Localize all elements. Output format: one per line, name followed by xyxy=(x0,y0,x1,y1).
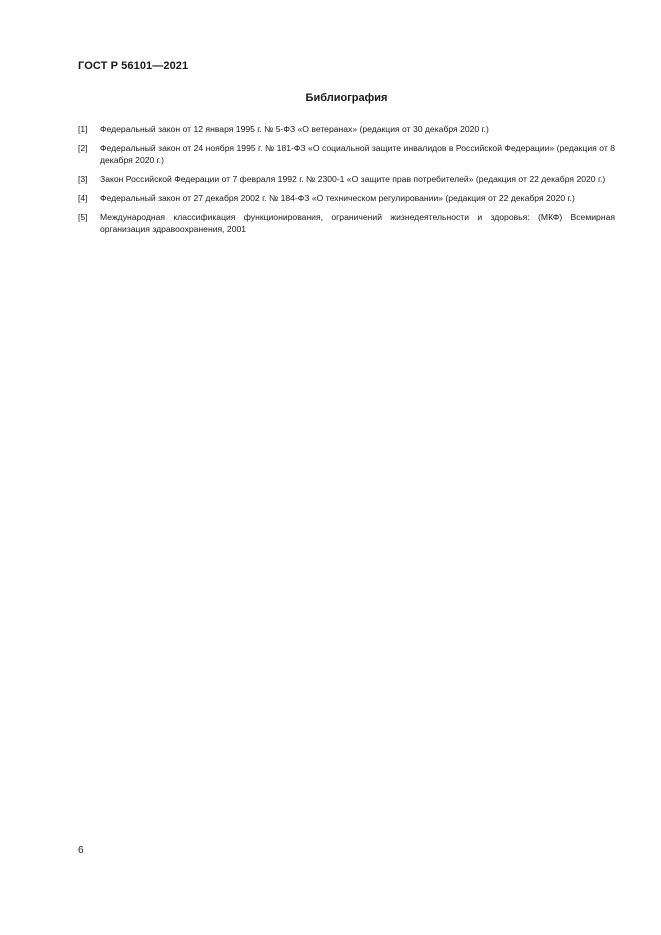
bibliography-item-number: [5] xyxy=(78,212,88,222)
bibliography-item xyxy=(78,192,615,204)
bibliography-item-number: [3] xyxy=(78,174,88,184)
bibliography-item xyxy=(78,211,615,235)
bibliography-item xyxy=(78,142,615,166)
bibliography-item-text: Закон Российской Федерации от 7 февраля 1992 г. № 2300-1 «О защите прав потребителей» (редакция от 22 декабря 2020 г.) xyxy=(100,174,606,184)
bibliography-item-text: Федеральный закон от 24 ноября 1995 г. № 181-ФЗ «О социальной защите инвалидов в Российской Федерации» (редакция от 8 декабря 2020 г.) xyxy=(100,143,615,165)
bibliography-item-number: [4] xyxy=(78,193,88,203)
bibliography-item xyxy=(78,123,615,135)
bibliography-item xyxy=(78,173,615,185)
section-title: Библиография xyxy=(305,92,388,104)
document-header: ГОСТ Р 56101—2021 xyxy=(78,60,189,72)
bibliography-item-text: Федеральный закон от 12 января 1995 г. № 5-ФЗ «О ветеранах» (редакция от 30 декабря 2020 г.) xyxy=(100,124,489,134)
page-number: 6 xyxy=(78,845,84,856)
bibliography-item-text: Федеральный закон от 27 декабря 2002 г. № 184-ФЗ «О техническом регулировании» (редакция от 22 декабря 2020 г.) xyxy=(100,193,575,203)
bibliography-item-number: [2] xyxy=(78,143,88,153)
bibliography-list xyxy=(78,123,615,242)
bibliography-item-number: [1] xyxy=(78,124,88,134)
bibliography-item-text: Международная классификация функционирования, ограничений жизнедеятельности и здоровья: (МКФ) Всемирная организация здравоохранения, 2001 xyxy=(100,212,615,234)
